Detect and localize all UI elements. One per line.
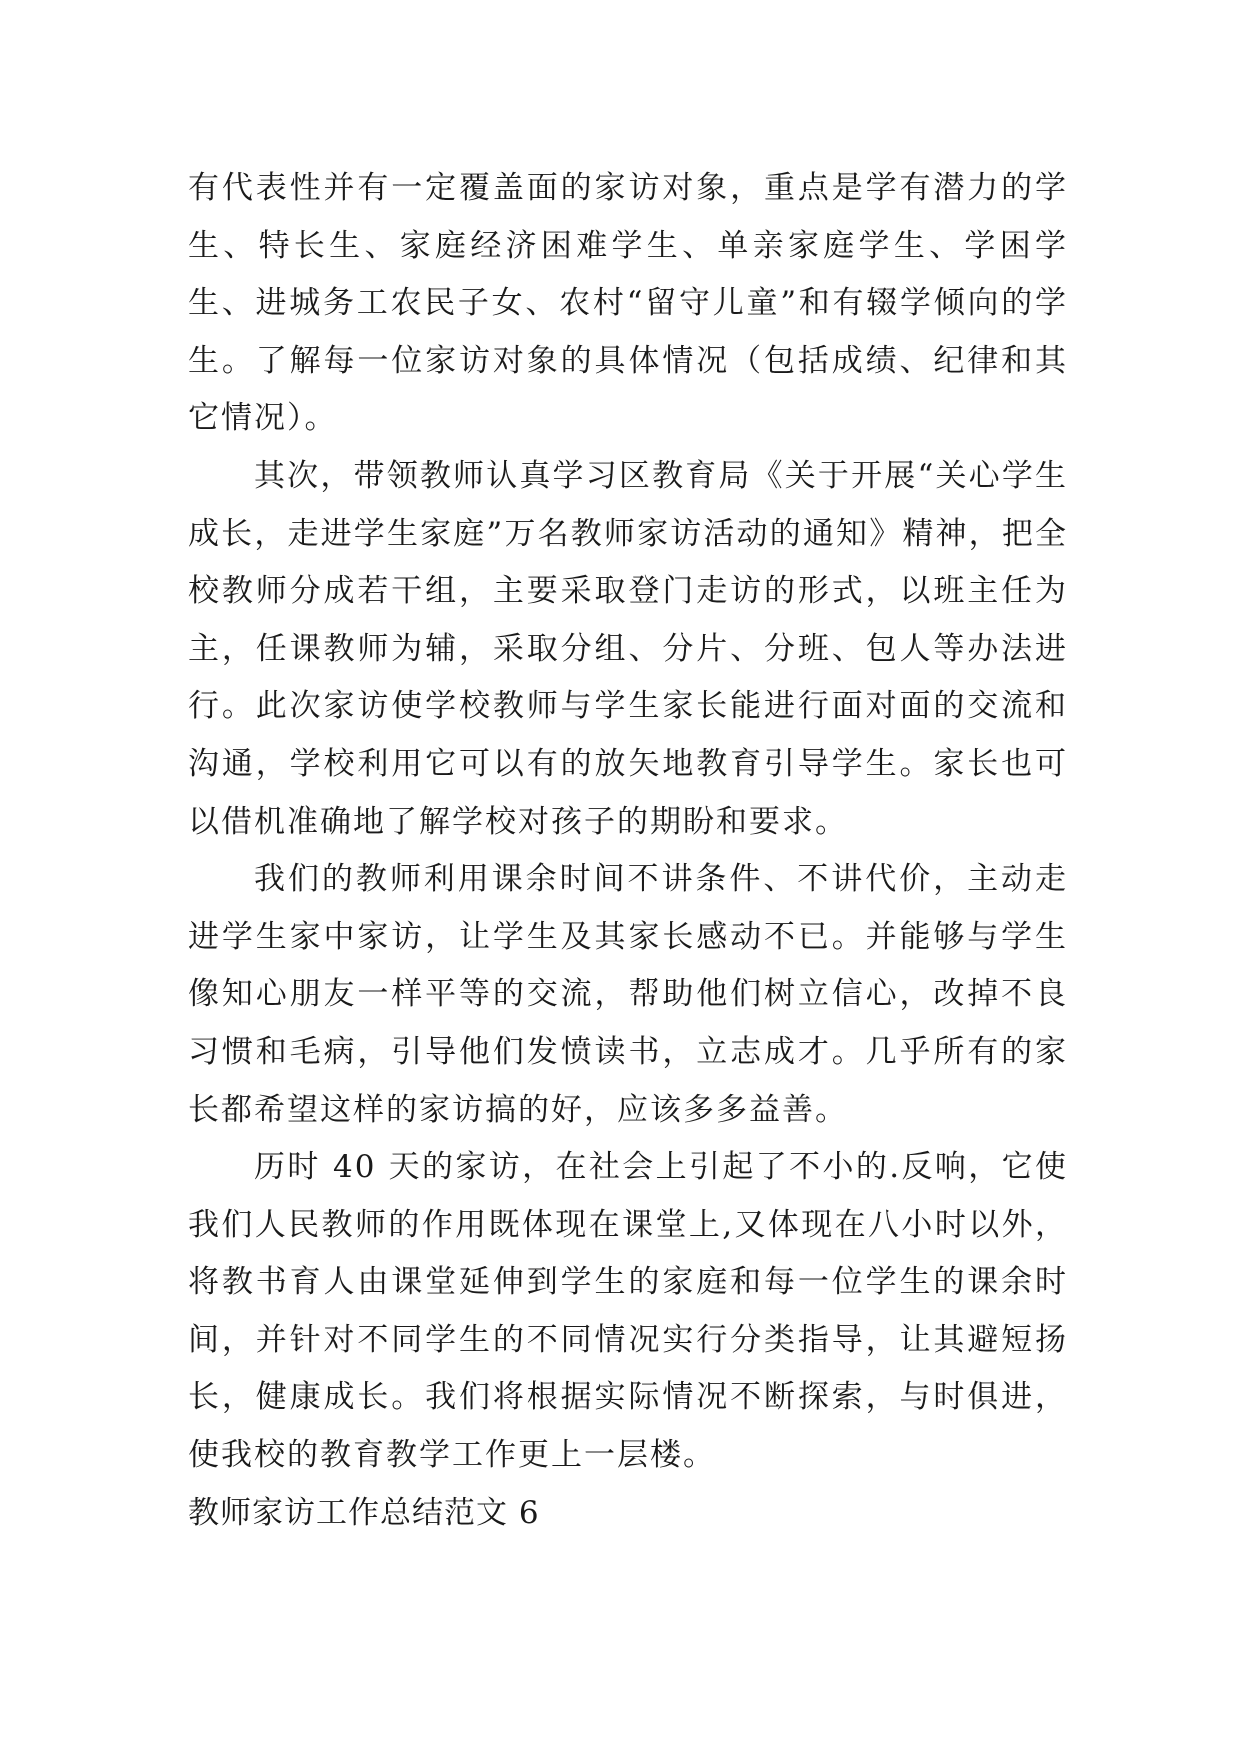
paragraph-4: 历时 40 天的家访，在社会上引起了不小的.反响，它使我们人民教师的作用既体现在课堂上,又体现在八小时以外，将教书育人由课堂延伸到学生的家庭和每一位学生的课余时间，并针对不同学生的不同情况实行分类指导，让其避短扬长，健康成长。我们将根据实际情况不断探索，与时俱进，使我校的教育教学工作更上一层楼。 — [188, 1149, 1068, 1474]
paragraph-2: 其次，带领教师认真学习区教育局《关于开展“关心学生成长，走进学生家庭”万名教师家访活动的通知》精神，把全校教师分成若干组，主要采取登门走访的形式，以班主任为主，任课教师为辅，采取分组、分片、分班、包人等办法进行。此次家访使学校教师与学生家长能进行面对面的交流和沟通，学校利用它可以有的放矢地教育引导学生。家长也可以借机准确地了解学校对孩子的期盼和要求。 — [188, 457, 1068, 840]
section-heading: 教师家访工作总结范文 6 — [188, 1494, 540, 1531]
paragraph-1: 有代表性并有一定覆盖面的家访对象，重点是学有潜力的学生、特长生、家庭经济困难学生、单亲家庭学生、学困学生、进城务工农民子女、农村“留守儿童”和有辍学倾向的学生。了解每一位家访对象的具体情况（包括成绩、纪律和其它情况）。 — [188, 170, 1068, 437]
document-body — [188, 160, 1068, 1542]
paragraph-3: 我们的教师利用课余时间不讲条件、不讲代价，主动走进学生家中家访，让学生及其家长感动不已。并能够与学生像知心朋友一样平等的交流，帮助他们树立信心，改掉不良习惯和毛病，引导他们发愤读书，立志成才。几乎所有的家长都希望这样的家访搞的好，应该多多益善。 — [188, 861, 1068, 1128]
